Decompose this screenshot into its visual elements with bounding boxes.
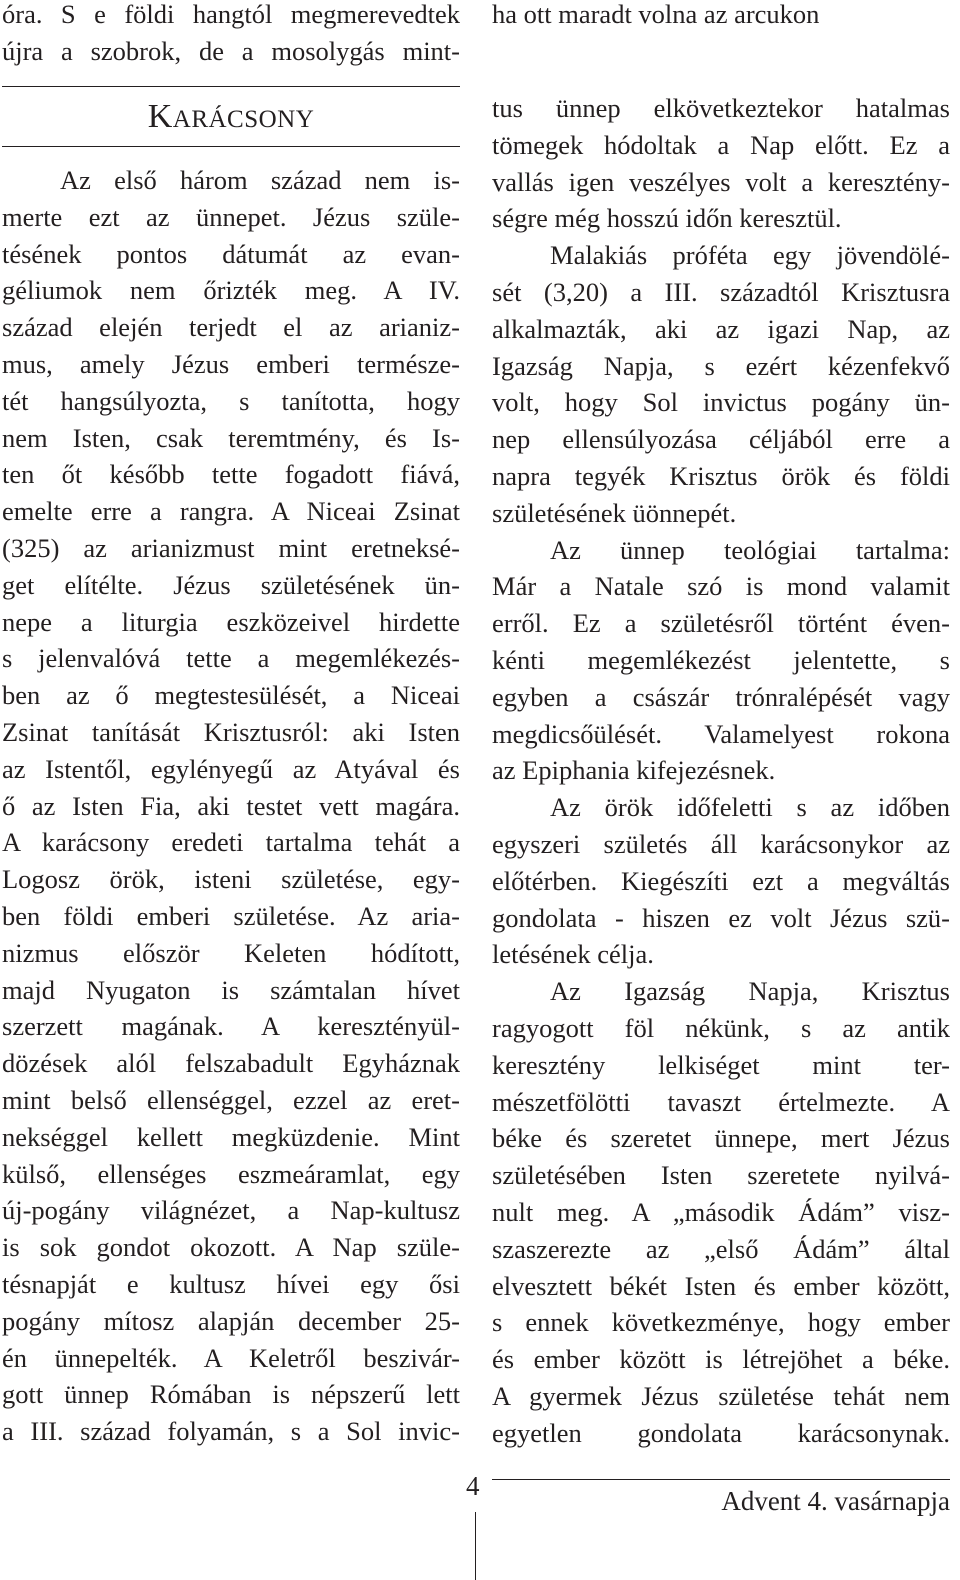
text-line: Az örök időfeletti s az időben [550, 792, 950, 823]
text-line: újra a szobrok, de a mosolygás mint- [2, 35, 460, 66]
text-line: mint belső ellenséggel, ezzel az eret- [2, 1084, 460, 1115]
text-line: gott ünnep Rómában is népszerű lett [2, 1379, 460, 1410]
text-line: Az ünnep teológiai tartalma: [550, 534, 950, 565]
page-divider [475, 1512, 476, 1580]
text-line: mészetfölötti tavaszt értelmezte. A [492, 1086, 950, 1117]
text-line: mus, amely Jézus emberi természe- [2, 348, 460, 379]
text-line: külső, ellenséges eszmeáramlat, egy [2, 1158, 460, 1189]
text-line: Az Igazság Napja, Krisztus [550, 976, 950, 1007]
text-line: szerzett magának. A keresztényül- [2, 1011, 460, 1042]
text-line: napra tegyék Krisztus örök és földi [492, 460, 950, 491]
text-line: születésében Isten szeretete nyilvá- [492, 1160, 950, 1191]
text-line: ő az Isten Fia, aki testet vett magára. [2, 790, 460, 821]
text-line: tömegek hódoltak a Nap előtt. Ez a [492, 129, 950, 160]
text-line: előtérben. Kiegészíti ezt a megváltás [492, 865, 950, 896]
text-line: az Istentől, egylényegű az Atyával és [2, 753, 460, 784]
text-line: nizmus először Keleten hódított, [2, 937, 460, 968]
text-line: nekséggel kellett megküzdenie. Mint [2, 1121, 460, 1152]
text-line: Zsinat tanítását Krisztusról: aki Isten [2, 716, 460, 747]
text-line: Az első három század nem is- [60, 165, 460, 195]
text-line: dözések alól felszabadult Egyháznak [2, 1048, 460, 1079]
text-line: az Epiphania kifejezésnek. [492, 755, 776, 786]
heading-rest: ARÁCSONY [172, 106, 315, 133]
text-line: elvesztett békét Isten és ember között, [492, 1270, 950, 1301]
text-line: ten őt később tette fogadott fiává, [2, 459, 460, 490]
text-line: letésének célja. [492, 939, 654, 970]
heading-initial: K [147, 98, 173, 135]
text-line: Logosz örök, isteni születése, egy- [2, 864, 460, 895]
text-line: ben az ő megtestesülését, a Niceai [2, 680, 460, 711]
text-line: szaszerezte az „első Ádám” által [492, 1233, 950, 1264]
section-heading [2, 95, 460, 139]
text-line: a III. század folyamán, s a Sol invic- [2, 1416, 460, 1447]
text-line: Malakiás próféta egy jövendölé- [550, 240, 950, 271]
heading-rule-bottom [2, 146, 460, 147]
text-line: óra. S e földi hangtól megmerevedtek [2, 0, 460, 29]
text-line: nep ellensúlyozása céljából erre a [492, 424, 950, 455]
text-line: keresztény lelkiséget mint ter- [492, 1049, 950, 1080]
text-line: merte ezt az ünnepet. Jézus szüle- [2, 201, 460, 232]
text-line: géliumok nem őrizték meg. A IV. [2, 275, 460, 306]
text-line: béke és szeretet ünnepe, mert Jézus [492, 1123, 950, 1154]
left-body [2, 162, 460, 1450]
text-line: új-pogány világnézet, a Nap-kultusz [2, 1195, 460, 1226]
text-line: (325) az arianizmust mint eretneksé- [2, 532, 460, 563]
text-line: ha ott maradt volna az arcukon [492, 0, 820, 29]
heading-rule-top [2, 86, 460, 87]
right-body [492, 90, 950, 1451]
text-line: volt, hogy Sol invictus pogány ün- [492, 387, 950, 418]
text-line: megdicsőülését. Valamelyest rokona [492, 718, 950, 749]
text-line: nult meg. A „második Ádám” visz- [492, 1196, 950, 1227]
text-line: és ember között is létrejöhet a béke. [492, 1344, 950, 1375]
text-line: emelte erre a rangra. A Niceai Zsinat [2, 496, 460, 527]
text-line: get elítélte. Jézus születésének ün- [2, 569, 460, 600]
text-line: s jelenvalóvá tette a megemlékezés- [2, 643, 460, 674]
text-line: születésének üönnepét. [492, 497, 737, 528]
text-line: én ünnepelték. A Keletről beszivár- [2, 1342, 460, 1373]
text-line: ségre még hosszú időn keresztül. [492, 203, 842, 234]
text-line: pogány mítosz alapján december 25- [2, 1305, 460, 1336]
text-line: Már a Natale szó is mond valamit [492, 571, 950, 602]
right-column-top [492, 0, 950, 33]
footer-rule [492, 1479, 950, 1480]
text-line: kénti megemlékezést jelentette, s [492, 644, 950, 675]
text-line: egyszeri születés áll karácsonykor az [492, 828, 950, 859]
text-line: A karácsony eredeti tartalma tehát a [2, 827, 460, 858]
text-line: A gyermek Jézus születése tehát nem [492, 1380, 950, 1411]
text-line: s ennek következménye, hogy ember [492, 1307, 950, 1338]
text-line: vallás igen veszélyes volt a keresztény- [492, 166, 950, 197]
text-line: tésnapját e kultusz hívei egy ősi [2, 1268, 460, 1299]
text-line: nepe a liturgia eszközeivel hirdette [2, 606, 460, 637]
text-line: egyetlen gondolata karácsonynak. [492, 1417, 950, 1448]
left-column [2, 0, 460, 70]
page-number: 4 [466, 1471, 480, 1501]
footer-text: Advent 4. vasárnapja [721, 1486, 950, 1516]
text-line: tésének pontos dátumát az evan- [2, 238, 460, 269]
text-line: tus ünnep elkövetkeztekor hatalmas [492, 93, 950, 123]
text-line: század elején terjedt el az arianiz- [2, 312, 460, 343]
text-line: majd Nyugaton is számtalan hívet [2, 974, 460, 1005]
text-line: ragyogott föl nékünk, s az antik [492, 1012, 950, 1043]
text-line: erről. Ez a születésről történt éven- [492, 608, 950, 639]
text-line: egyben a császár trónralépését vagy [492, 681, 950, 712]
text-line: gondolata - hiszen ez volt Jézus szü- [492, 902, 950, 933]
text-line: Igazság Napja, s ezért kézenfekvő [492, 350, 950, 381]
text-line: sét (3,20) a III. századtól Krisztusra [492, 276, 950, 307]
text-line: ben földi emberi születése. Az aria- [2, 900, 460, 931]
text-line: alkalmazták, aki az igazi Nap, az [492, 313, 950, 344]
text-line: tét hangsúlyozta, s tanította, hogy [2, 385, 460, 416]
text-line: nem Isten, csak teremtmény, és Is- [2, 422, 460, 453]
text-line: is sok gondot okozott. A Nap szüle- [2, 1232, 460, 1263]
